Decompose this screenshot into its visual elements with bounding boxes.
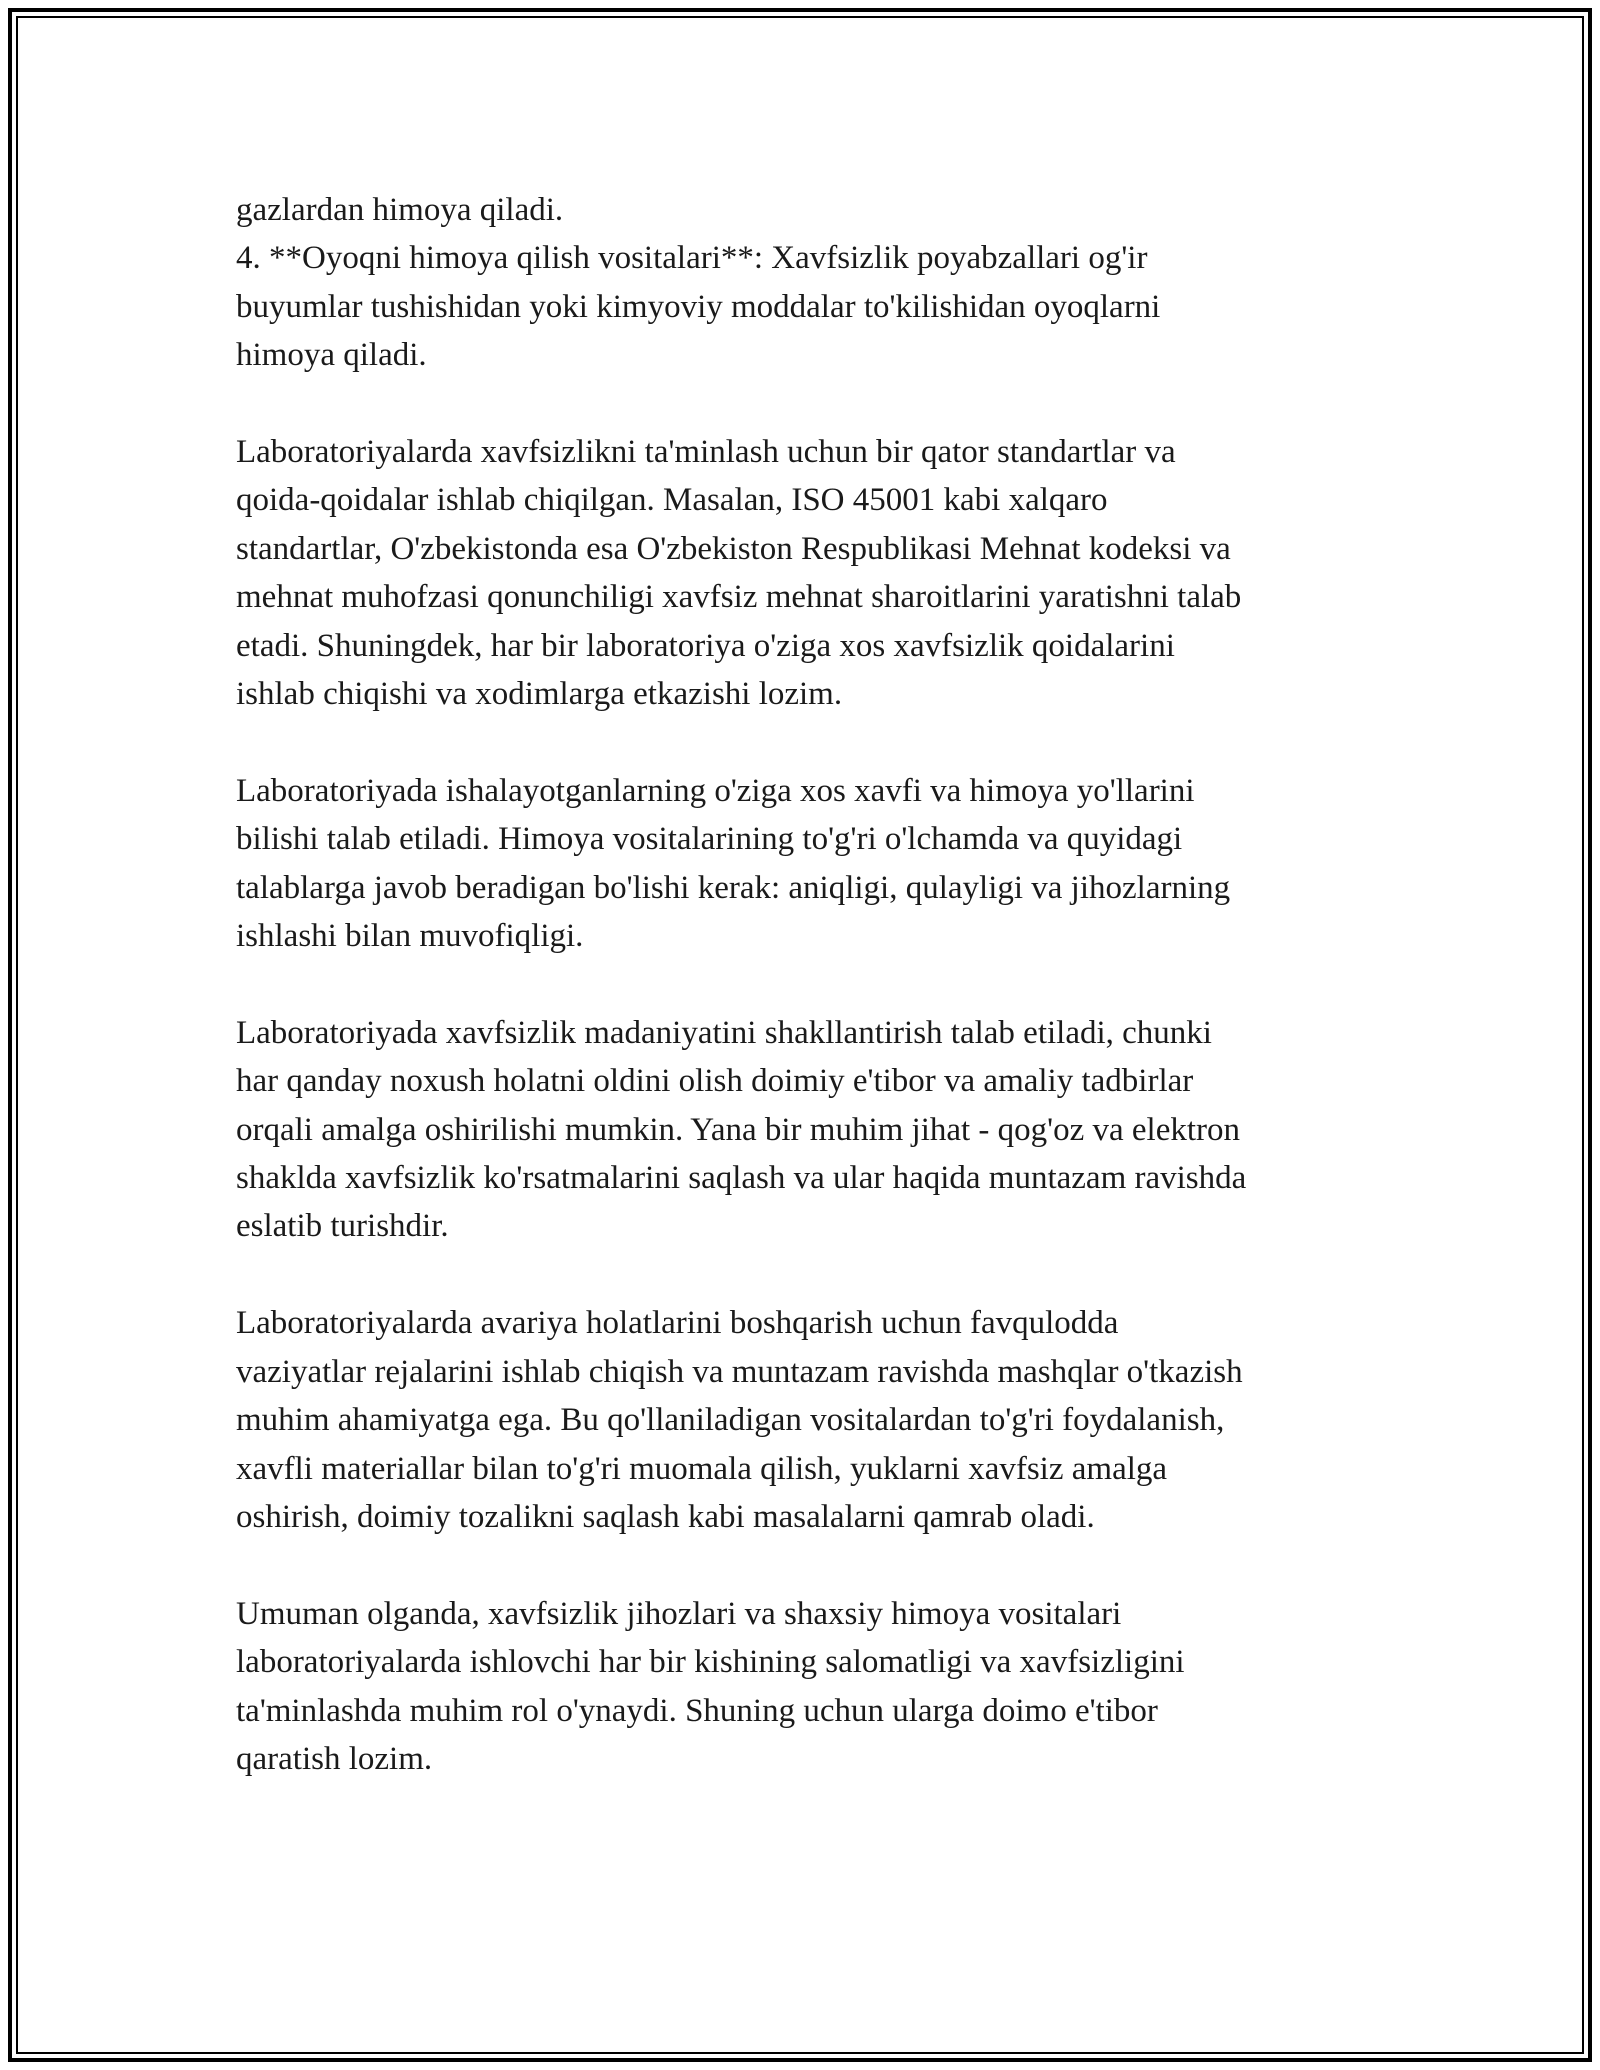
paragraph-standards: Laboratoriyalarda xavfsizlikni ta'minlash uchun bir qator standartlar va qoida-qoidalar ishlab chiqilgan. Masalan, ISO 45001 kabi xalqaro standartlar, O'zbekistonda esa O'zbekiston Respublikasi Mehnat kodeksi va mehnat muhofzasi qonunchiligi xavfsiz mehnat sharoitlarini yaratishni talab etadi. Shuningdek, har bir laboratoriya o'ziga xos xavfsizlik qoidalarini ishlab chiqishi va xodimlarga etkazishi lozim. (236, 434, 1242, 713)
paragraph-conclusion: Umuman olganda, xavfsizlik jihozlari va shaxsiy himoya vositalari laboratoriyalarda ishlovchi har bir kishining salomatligi va xavfsizligini ta'minlashda muhim rol o'ynaydi. Shuning uchun ularga doimo e'tibor qaratish lozim. (236, 1595, 1185, 1777)
paragraph-emergency-management: Laboratoriyalarda avariya holatlarini boshqarish uchun favqulodda vaziyatlar rejalarini ishlab chiqish va muntazam ravishda mashqlar o'tkazish muhim ahamiyatga ega. Bu qo'llaniladigan vositalardan to'g'ri foydalanish, xavfli materiallar bilan to'g'ri muomala qilish, yuklarni xavfsiz amalga oshirish, doimiy tozalikni saqlash kabi masalalarni qamrab oladi. (236, 1305, 1243, 1535)
paragraph-hazard-awareness: Laboratoriyada ishalayotganlarning o'ziga xos xavfi va himoya yo'llarini bilishi talab etiladi. Himoya vositalarining to'g'ri o'lchamda va quyidagi talablarga javob beradigan bo'lishi kerak: aniqligi, qulayligi va jihozlarning ishlashi bilan muvofiqligi. (236, 772, 1231, 955)
paragraph-foot-protection: gazlardan himoya qiladi. 4. **Oyoqni himoya qilish vositalari**: Xavfsizlik poyabzallari og'ir buyumlar tushishidan yoki kimyoviy moddalar to'kilishidan oyoqlarni himoya qiladi. (236, 192, 1161, 374)
document-body (236, 186, 1366, 1783)
paragraph-safety-culture: Laboratoriyada xavfsizlik madaniyatini shakllantirish talab etiladi, chunki har qanday noxush holatni oldini olish doimiy e'tibor va amaliy tadbirlar orqali amalga oshirilishi mumkin. Yana bir muhim jihat - qog'oz va elektron shaklda xavfsizlik ko'rsatmalarini saqlash va ular haqida muntazam ravishda eslatib turishdir. (236, 1014, 1247, 1245)
